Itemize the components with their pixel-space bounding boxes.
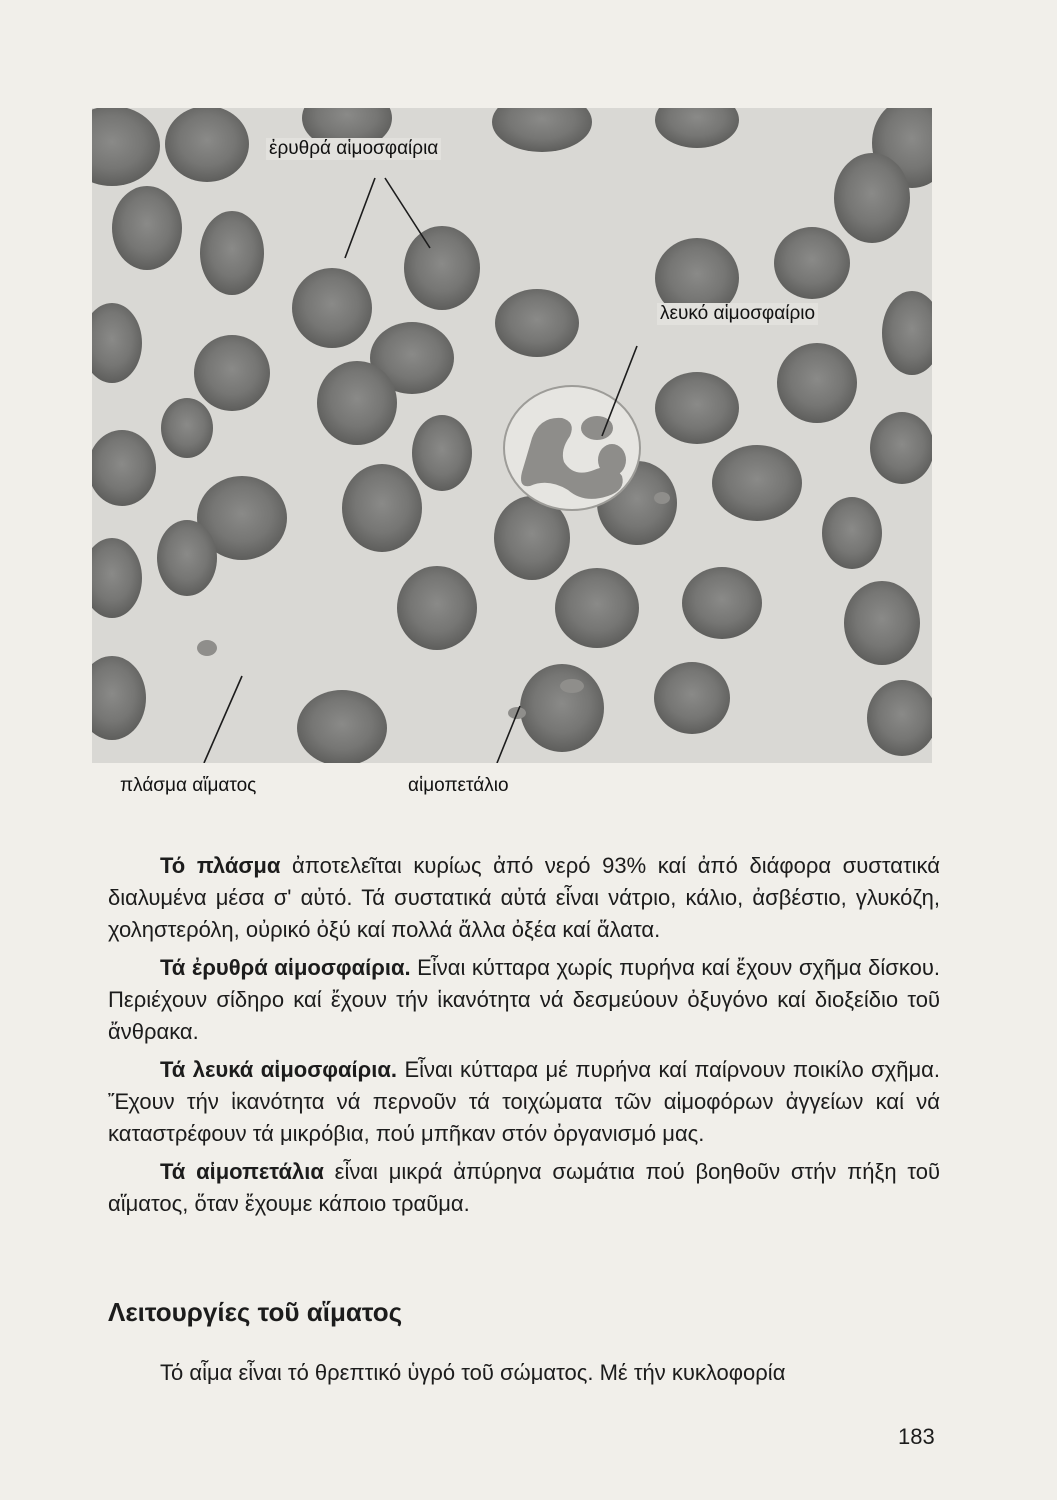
paragraph-red-cells (108, 952, 940, 1048)
platelet-label: αἱμοπετάλιο (408, 775, 509, 796)
term-red-cells: Τά ἐρυθρά αἱμοσφαίρια. (160, 955, 411, 980)
term-white-cells: Τά λευκά αἱμοσφαίρια. (160, 1057, 398, 1082)
paragraph-platelets (108, 1156, 940, 1220)
plasma-label: πλάσμα αἵματος (120, 775, 257, 796)
main-text (108, 850, 940, 1220)
blood-smear-figure (92, 108, 932, 763)
white-blood-cell (504, 386, 640, 510)
blood-smear-illustration (92, 108, 932, 763)
paragraph-white-cells-text: Εἶναι κύτταρα μέ πυρήνα καί παίρνουν ποικίλο σχῆμα. Ἔχουν τήν ἱκανότητα νά περνοῦν τά τοιχώματα τῶν αἱμοφόρων ἀγγείων καί νά καταστρέφουν τά μικρόβια, πού μπῆκαν στόν ὀργανισμό μας. (108, 1057, 940, 1146)
red-blood-cells-label: ἐρυθρά αἱμοσφαίρια (266, 138, 441, 160)
paragraph-plasma-text: ἀποτελεῖται κυρίως ἀπό νερό 93% καί ἀπό διάφορα συστατικά διαλυμένα μέσα σ' αὐτό. Τά συστατικά αὐτά εἶναι νάτριο, κάλιο, ἀσβέστιο, γλυκόζη, χοληστερόλη, οὐρικό ὀξύ καί πολλά ἄλλα ὀξέα καί ἅλατα. (108, 853, 940, 942)
paragraph-white-cells (108, 1054, 940, 1150)
white-blood-cell-label: λευκό αἱμοσφαίριο (657, 303, 818, 325)
term-platelets: Τά αἱμοπετάλια (160, 1159, 324, 1184)
paragraph-red-cells-text: Εἶναι κύτταρα χωρίς πυρήνα καί ἔχουν σχῆμα δίσκου. Περιέχουν σίδηρο καί ἔχουν τήν ἱκανότητα νά δεσμεύουν ὀξυγόνο καί διοξείδιο τοῦ ἄνθρακα. (108, 955, 940, 1044)
term-plasma: Τό πλάσμα (160, 853, 281, 878)
closing-line: Τό αἷμα εἶναι τό θρεπτικό ὑγρό τοῦ σώματος. Μέ τήν κυκλοφορία (160, 1360, 786, 1385)
paragraph-platelets-text: εἶναι μικρά ἀπύρηνα σωμάτια πού βοηθοῦν στήν πήξη τοῦ αἵματος, ὅταν ἔχουμε κάποιο τραῦμα. (108, 1159, 940, 1216)
section-heading: Λειτουργίες τοῦ αἵματος (108, 1297, 403, 1327)
paragraph-plasma (108, 850, 940, 946)
page-number: 183 (898, 1424, 935, 1449)
